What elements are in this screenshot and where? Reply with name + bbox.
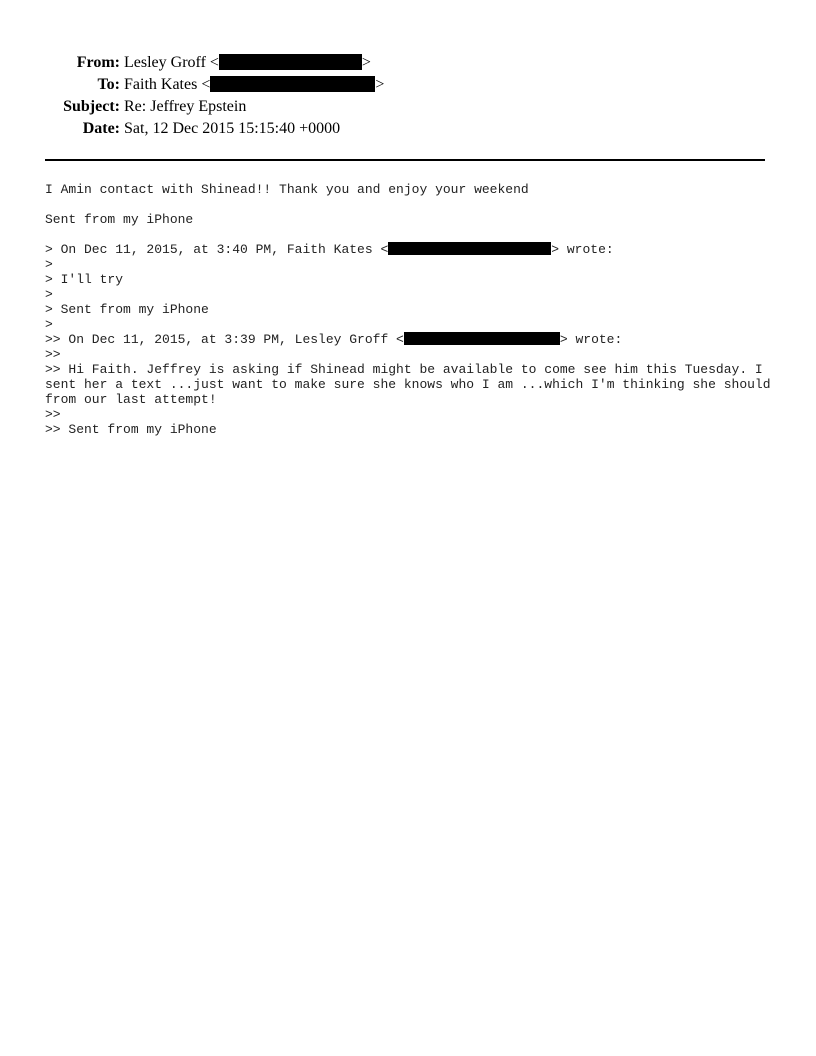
nested-quote-header-line [45,332,785,347]
quote-header-line [45,242,785,257]
nested-quote-header-suffix: > wrote: [559,332,623,347]
signature-line: Sent from my iPhone [45,212,194,227]
quote-line: > [45,317,53,332]
to-name: Faith Kates < [124,76,211,93]
nested-quote-header-prefix: >> On Dec 11, 2015, at 3:39 PM, Lesley Groff < [45,332,404,347]
body-line: I Amin contact with Shinead!! Thank you and enjoy your weekend [45,182,529,197]
from-label: From: [76,54,120,71]
from-close: > [361,54,371,71]
subject-label: Subject: [63,98,120,115]
date-value: Sat, 12 Dec 2015 15:15:40 +0000 [124,120,341,137]
quote-line: > Sent from my iPhone [45,302,209,317]
quote-line: > I'll try [45,272,124,287]
to-value [124,74,384,96]
email-header [0,52,816,140]
quote-header-suffix: > wrote: [551,242,614,257]
to-row [0,74,816,96]
nested-quote-line: >> [45,407,61,422]
redaction-box [219,54,362,70]
header-divider [45,159,765,161]
blank-line [45,227,785,242]
subject-value: Re: Jeffrey Epstein [124,98,247,115]
quote-header-prefix: > On Dec 11, 2015, at 3:40 PM, Faith Kates < [45,242,389,257]
redaction-box [388,242,551,255]
quote-line: > [45,257,53,272]
blank-line [45,197,785,212]
date-label: Date: [82,120,120,137]
from-row [0,52,816,74]
nested-quote-message: >> Hi Faith. Jeffrey is asking if Shinead might be available to come see him this Tuesday. I sent her a text ...just want to make sure she knows who I am ...which I'm thinking she should from our last attempt! [45,362,771,407]
nested-quote-line: >> Sent from my iPhone [45,422,217,437]
to-close: > [375,76,385,93]
email-body [45,182,785,437]
redaction-box [404,332,560,345]
to-label: To: [97,76,120,93]
from-name: Lesley Groff < [124,54,219,71]
from-value [124,52,371,74]
redaction-box [210,76,375,92]
date-row [0,118,816,140]
subject-row [0,96,816,118]
quote-line: > [45,287,53,302]
nested-quote-line: >> [45,347,61,362]
